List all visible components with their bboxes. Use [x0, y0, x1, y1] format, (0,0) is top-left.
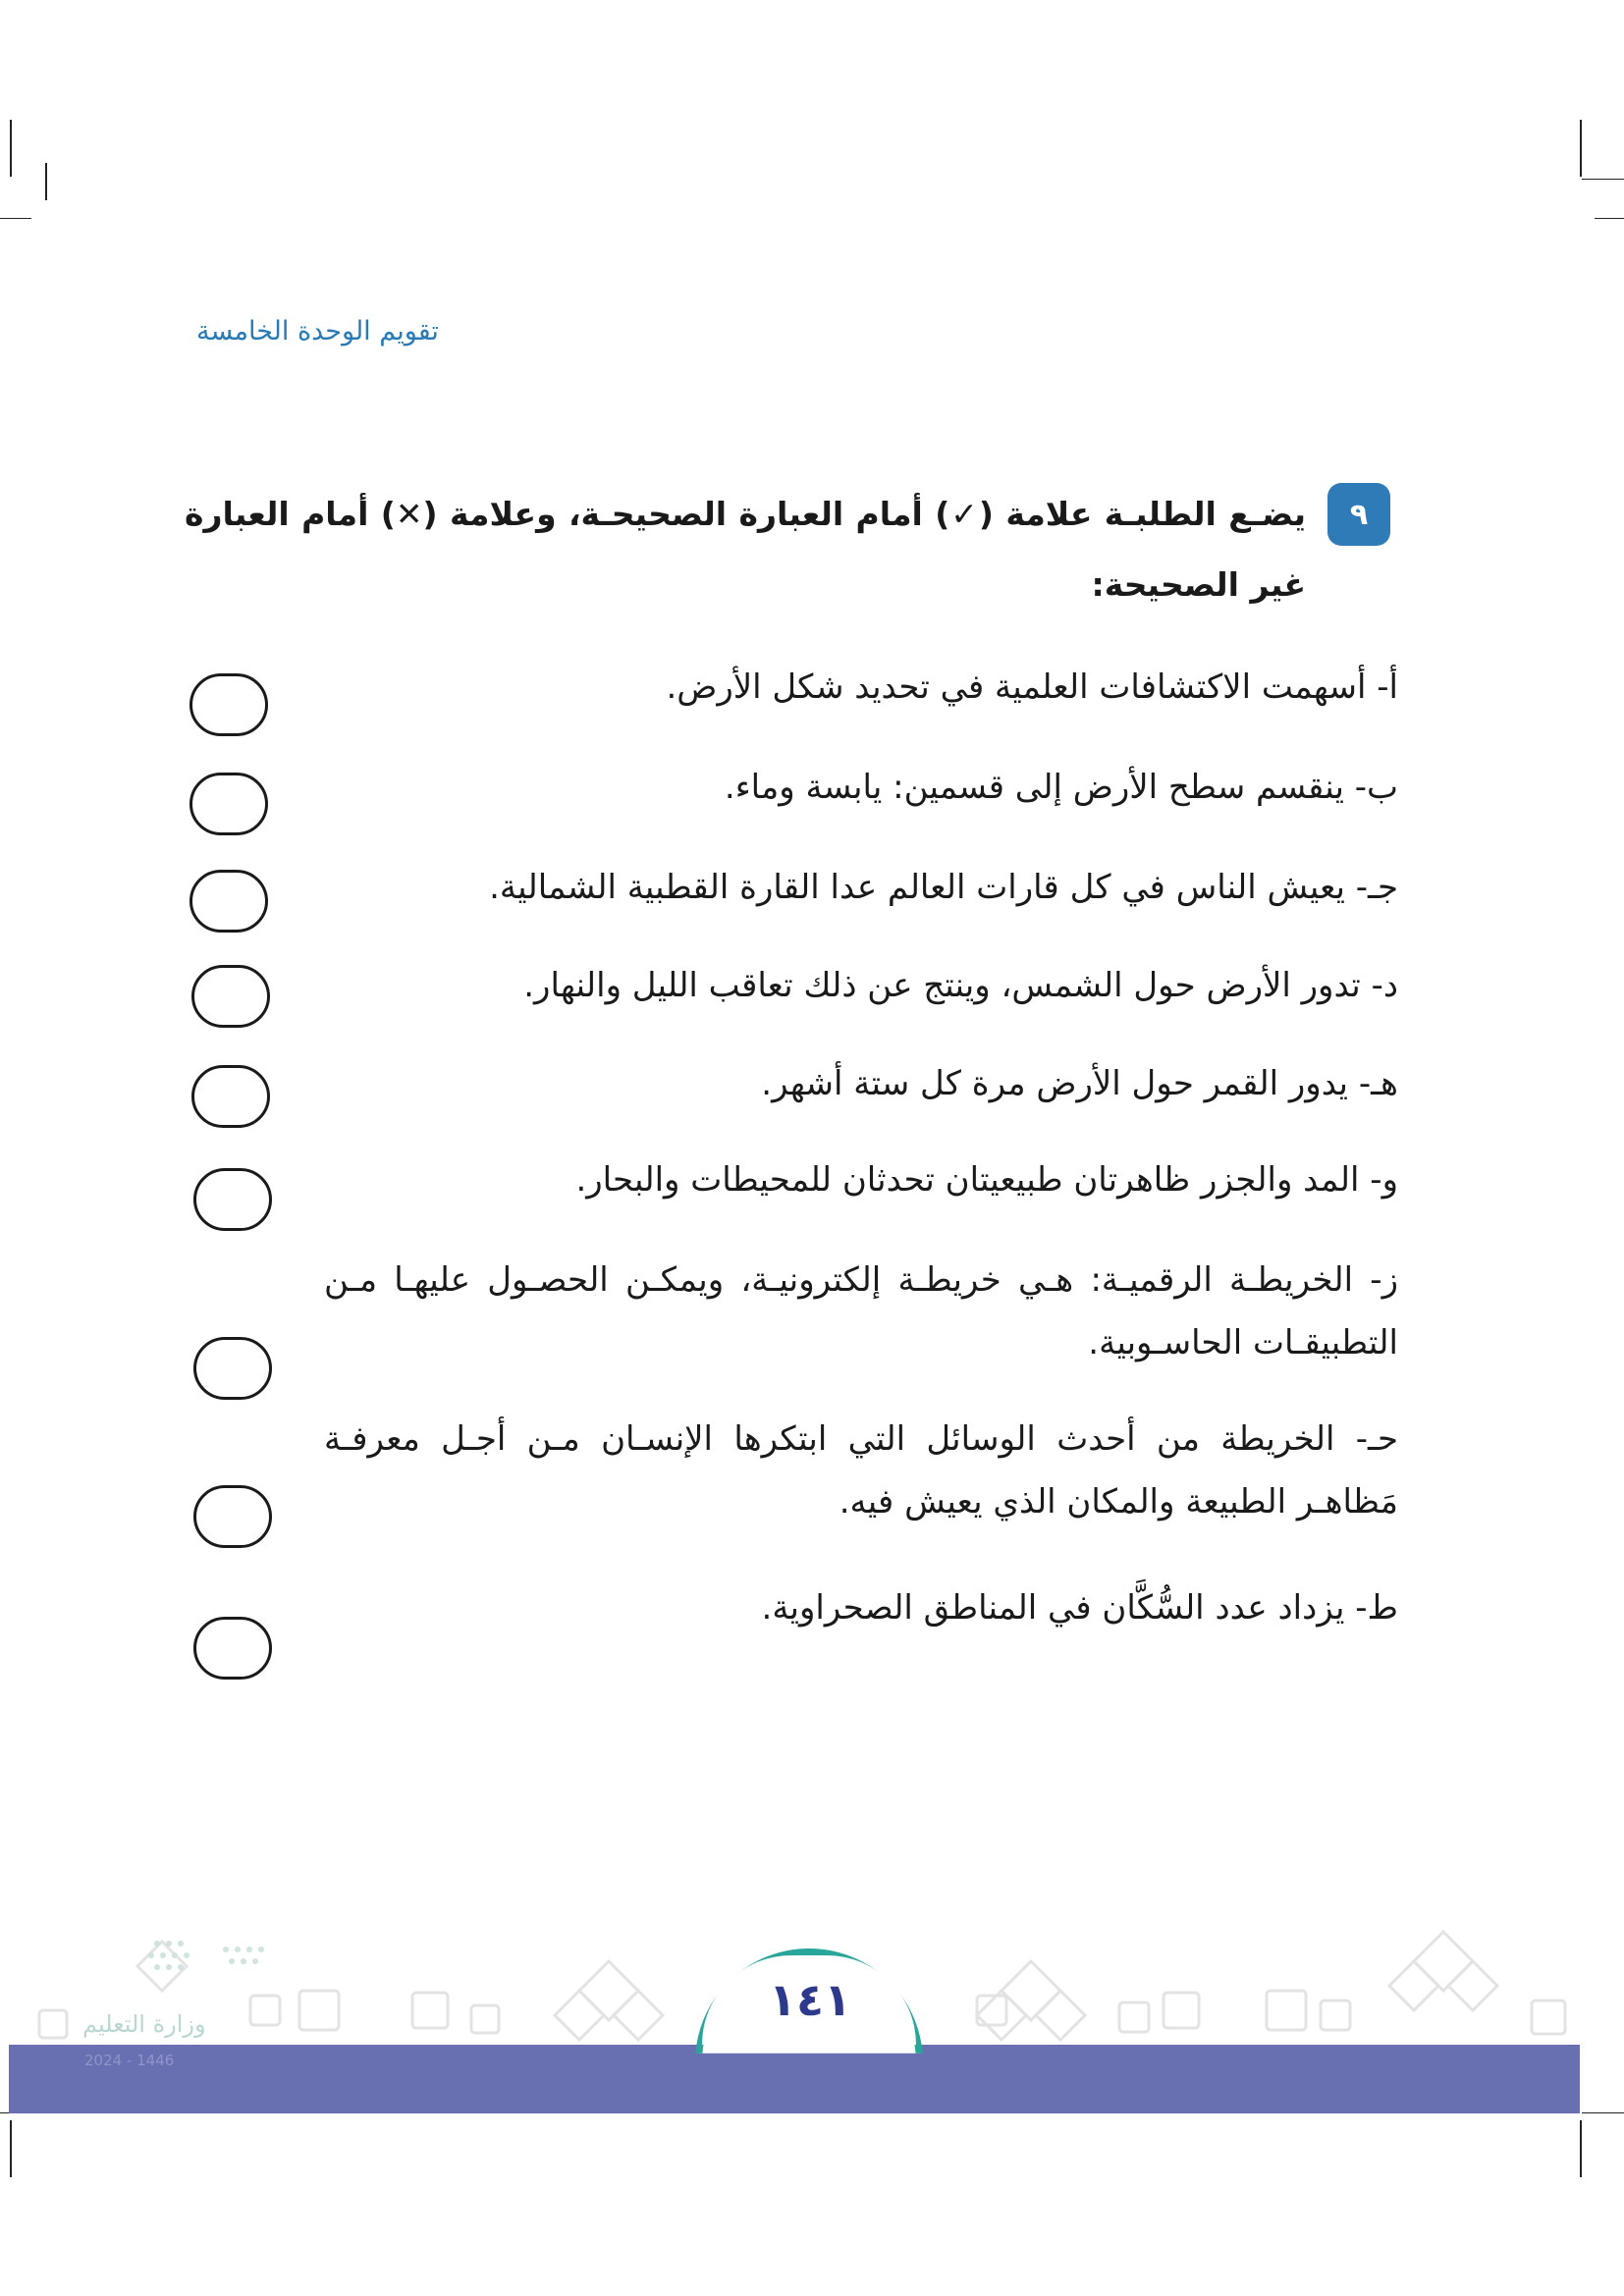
statement-a: أ- أسهمت الاكتشافات العلمية في تحديد شكل الأرض.	[666, 667, 1398, 707]
ministry-logo-text: وزارة التعليم	[82, 2010, 206, 2038]
question-number-badge: ٩	[1327, 483, 1390, 546]
statement-f: و- المد والجزر ظاهرتان طبيعيتان تحدثان للمحيطات والبحار.	[575, 1160, 1398, 1200]
crop-mark	[10, 2120, 12, 2177]
statement-g: ز- الخريطـة الرقميـة: هـي خريطـة إلكترونيـة، ويمكـن الحصـول عليهـا مـن التطبيقـات الحاسـوبية.	[324, 1260, 1398, 1362]
answer-box-f[interactable]	[193, 1168, 272, 1231]
answer-box-c[interactable]	[189, 870, 268, 933]
statement-e: هـ- يدور القمر حول الأرض مرة كل ستة أشهر.	[761, 1064, 1398, 1103]
crop-mark	[1595, 218, 1624, 219]
crop-mark	[1582, 2112, 1624, 2113]
statement-d: د- تدور الأرض حول الشمس، وينتج عن ذلك تعاقب الليل والنهار.	[523, 966, 1398, 1005]
statement-c: جـ- يعيش الناس في كل قارات العالم عدا القارة القطبية الشمالية.	[489, 868, 1398, 907]
crop-mark	[10, 120, 12, 177]
answer-box-g[interactable]	[193, 1337, 272, 1400]
ministry-year: 2024 - 1446	[84, 2052, 175, 2069]
answer-box-b[interactable]	[189, 773, 268, 835]
page-number: ١٤١	[768, 1973, 852, 2026]
crop-mark	[0, 218, 31, 219]
answer-box-a[interactable]	[189, 673, 268, 736]
statement-b: ب- ينقسم سطح الأرض إلى قسمين: يابسة وماء.	[724, 768, 1398, 807]
unit-header: تقويم الوحدة الخامسة	[196, 316, 439, 347]
answer-box-e[interactable]	[191, 1065, 270, 1128]
crop-mark	[1580, 120, 1582, 177]
answer-box-h[interactable]	[193, 1485, 272, 1548]
statement-i: ط- يزداد عدد السُّكَّان في المناطق الصحراوية.	[761, 1588, 1398, 1628]
crop-mark	[1582, 179, 1624, 180]
answer-box-d[interactable]	[191, 965, 270, 1028]
crop-mark	[1580, 2120, 1582, 2177]
question-prompt: يضـع الطلبـة علامة (✓) أمام العبارة الصحيحـة، وعلامة (✕) أمام العبارة غير الصحيحة:	[185, 495, 1306, 604]
answer-box-i[interactable]	[193, 1617, 272, 1680]
statement-h: حـ- الخريطة من أحدث الوسائل التي ابتكرها الإنسـان مـن أجـل معرفـة مَظاهـر الطبيعة والمكان الذي يعيش فيه.	[324, 1419, 1398, 1522]
crop-mark	[45, 163, 47, 200]
footer-bar	[9, 2045, 1580, 2113]
